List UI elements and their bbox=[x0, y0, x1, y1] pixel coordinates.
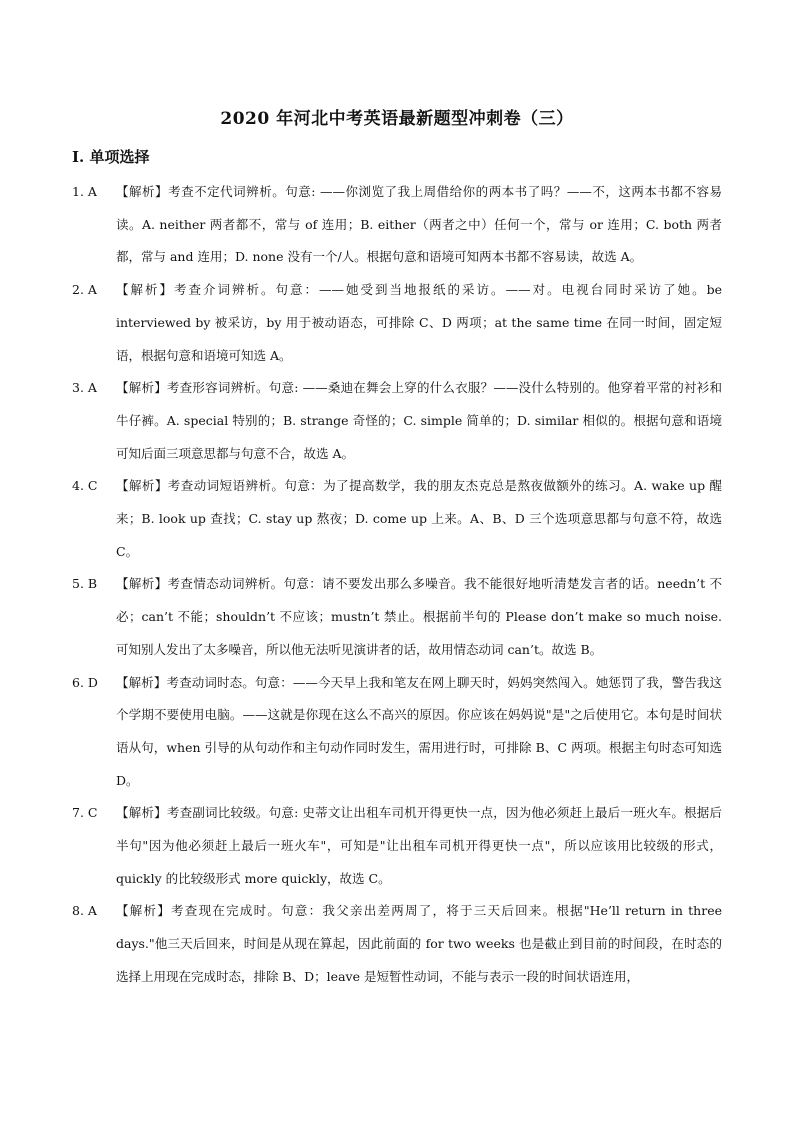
answer-number: 3. A bbox=[72, 380, 97, 396]
answer-number: 5. B bbox=[72, 576, 98, 592]
answer-list bbox=[72, 176, 722, 994]
answer-explanation: 【解析】考查不定代词辨析。句意: ——你浏览了我上周借给你的两本书了吗？——不，这两本书都不容易读。A. neither 两者都不，常与 of 连用；B. either（两者之中）任何一个，常与 or 连用；C. both 两者都，常与 and 连用；D. none 没有一个/人。根据句意和语境可知两本书都不容易读，故选 A。 bbox=[116, 184, 722, 265]
answer-explanation: 【解析】考查现在完成时。句意：我父亲出差两周了，将于三天后回来。根据"He’ll return in three days."他三天后回来，时间是从现在算起，因此前面的 for two weeks 也是截止到目前的时间段，在时态的选择上用现在完成时态，排除 B、D；leave 是短暂性动词，不能与表示一段的时间状语连用， bbox=[116, 903, 722, 984]
answer-number: 4. C bbox=[72, 478, 98, 494]
answer-explanation: 【解析】考查动词时态。句意：——今天早上我和笔友在网上聊天时，妈妈突然闯入。她惩罚了我，警告我这个学期不要使用电脑。——这就是你现在这么不高兴的原因。你应该在妈妈说"是"之后使用它。本句是时间状语从句，when 引导的从句动作和主句动作同时发生，需用进行时，可排除 B、C 两项。根据主句时态可知选 D。 bbox=[116, 674, 722, 788]
answer-explanation: 【解析】考查情态动词辨析。句意：请不要发出那么多噪音。我不能很好地听清楚发言者的话。needn’t 不必；can’t 不能；shouldn’t 不应该；mustn’t 禁止。根据前半句的 Please don’t make so much noise.可知别人发出了太多噪音，所以他无法听见演讲者的话，故用情态动词 can’t。故选 B。 bbox=[116, 576, 722, 657]
answer-number: 7. C bbox=[72, 805, 98, 821]
answer-item bbox=[72, 667, 722, 798]
answer-number: 8. A bbox=[72, 903, 97, 919]
answer-item bbox=[72, 372, 722, 470]
section-heading: I. 单项选择 bbox=[72, 148, 150, 166]
answer-item bbox=[72, 176, 722, 274]
answer-explanation: 【解析】考查动词短语辨析。句意：为了提高数学，我的朋友杰克总是熬夜做额外的练习。A. wake up 醒来；B. look up 查找；C. stay up 熬夜；D. come up 上来。A、B、D 三个选项意思都与句意不符，故选 C。 bbox=[116, 478, 722, 559]
page-title: 2020 年河北中考英语最新题型冲刺卷（三） bbox=[220, 109, 574, 129]
answer-number: 1. A bbox=[72, 184, 97, 199]
answer-explanation: 【解析】考查介词辨析。句意：——她受到当地报纸的采访。——对。电视台同时采访了她。be interviewed by 被采访，by 用于被动语态，可排除 C、D 两项；at the same time 在同一时间，固定短语，根据句意和语境可知选 A。 bbox=[116, 282, 722, 363]
answer-number: 2. A bbox=[72, 282, 97, 298]
answer-item bbox=[72, 895, 722, 993]
answer-number: 6. D bbox=[72, 674, 98, 690]
answer-explanation: 【解析】考查形容词辨析。句意: ——桑迪在舞会上穿的什么衣服？——没什么特别的。他穿着平常的衬衫和牛仔裤。A. special 特别的；B. strange 奇怪的；C. simple 简单的；D. similar 相似的。根据句意和语境可知后面三项意思都与句意不合，故选 A。 bbox=[116, 380, 722, 461]
answer-item bbox=[72, 470, 722, 568]
answer-item bbox=[72, 797, 722, 895]
answer-explanation: 【解析】考查副词比较级。句意: 史蒂文让出租车司机开得更快一点，因为他必须赶上最后一班火车。根据后半句"因为他必须赶上最后一班火车"，可知是"让出租车司机开得更快一点"，所以应该用比较级的形式，quickly 的比较级形式 more quickly，故选 C。 bbox=[116, 805, 722, 886]
answer-item bbox=[72, 274, 722, 372]
answer-item bbox=[72, 568, 722, 666]
